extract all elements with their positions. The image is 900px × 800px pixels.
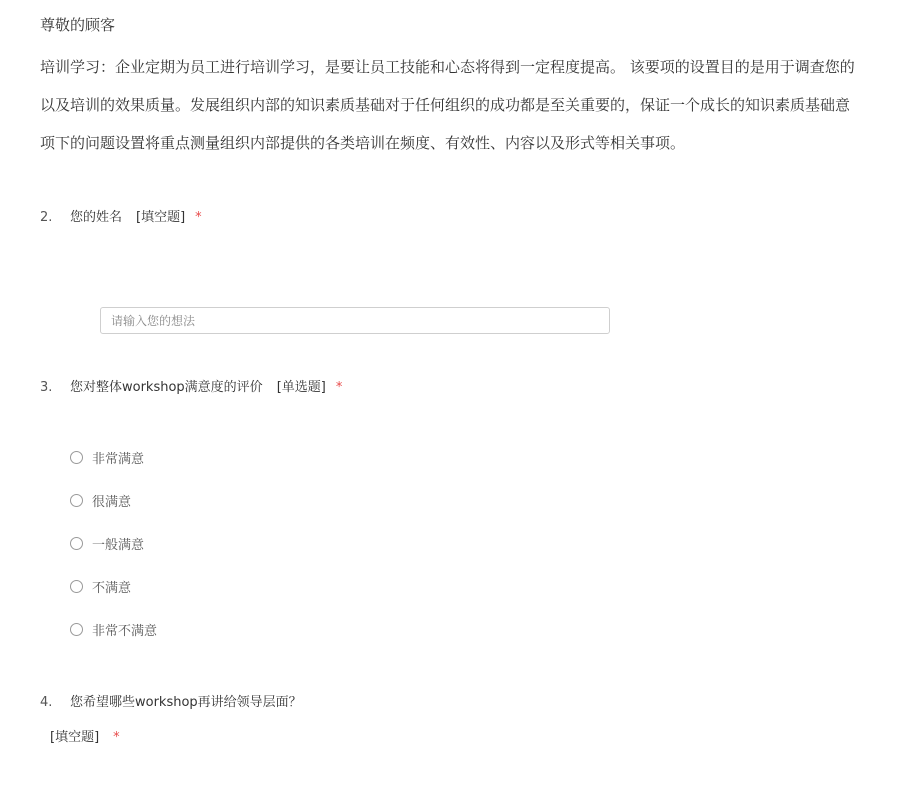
question-number: 3. [40,380,53,395]
intro-line: 以及培训的效果质量。发展组织内部的知识素质基础对于任何组织的成功都是至关重要的，保证一个成长的知识素质基础意 [40,96,851,114]
question-type-label: [单选题] [276,380,326,395]
question-4-header [40,693,302,713]
required-mark: * [113,730,120,745]
radio-option-neutral[interactable] [70,533,144,553]
question-number: 4. [40,695,53,710]
question-title: 您的姓名 [70,210,123,225]
option-label: 非常满意 [92,451,145,467]
radio-circle-icon[interactable] [70,580,83,593]
greeting-text: 尊敬的顾客 [40,16,116,34]
radio-circle-icon[interactable] [70,494,83,507]
option-label: 一般满意 [92,537,145,553]
question-number: 2. [40,210,53,225]
question-2-header [40,208,202,228]
intro-paragraph [40,52,900,166]
radio-option-satisfied[interactable] [70,490,131,510]
question-title: 您对整体workshop满意度的评价 [70,380,263,395]
radio-option-very-dissatisfied[interactable] [70,619,157,639]
question-3-header [40,378,342,398]
radio-circle-icon[interactable] [70,451,83,464]
intro-line: 培训学习：企业定期为员工进行培训学习，是要让员工技能和心态将得到一定程度提高。 该要项的设置目的是用于调查您的 [40,58,855,76]
question-type-label: [填空题] [136,210,186,225]
question-title: 您希望哪些workshop再讲给领导层面？ [70,695,302,710]
option-label: 很满意 [92,494,132,510]
question-4-type-row [50,728,120,748]
radio-circle-icon[interactable] [70,623,83,636]
option-label: 不满意 [92,580,132,596]
intro-line: 项下的问题设置将重点测量组织内部提供的各类培训在频度、有效性、内容以及形式等相关事项。 [40,134,686,152]
required-mark: * [195,210,202,225]
radio-option-very-satisfied[interactable] [70,447,144,467]
required-mark: * [335,380,343,395]
name-input[interactable] [100,307,610,334]
option-label: 非常不满意 [92,623,158,639]
radio-option-dissatisfied[interactable] [70,576,131,596]
question-type-label: [填空题] [50,730,100,745]
radio-circle-icon[interactable] [70,537,83,550]
